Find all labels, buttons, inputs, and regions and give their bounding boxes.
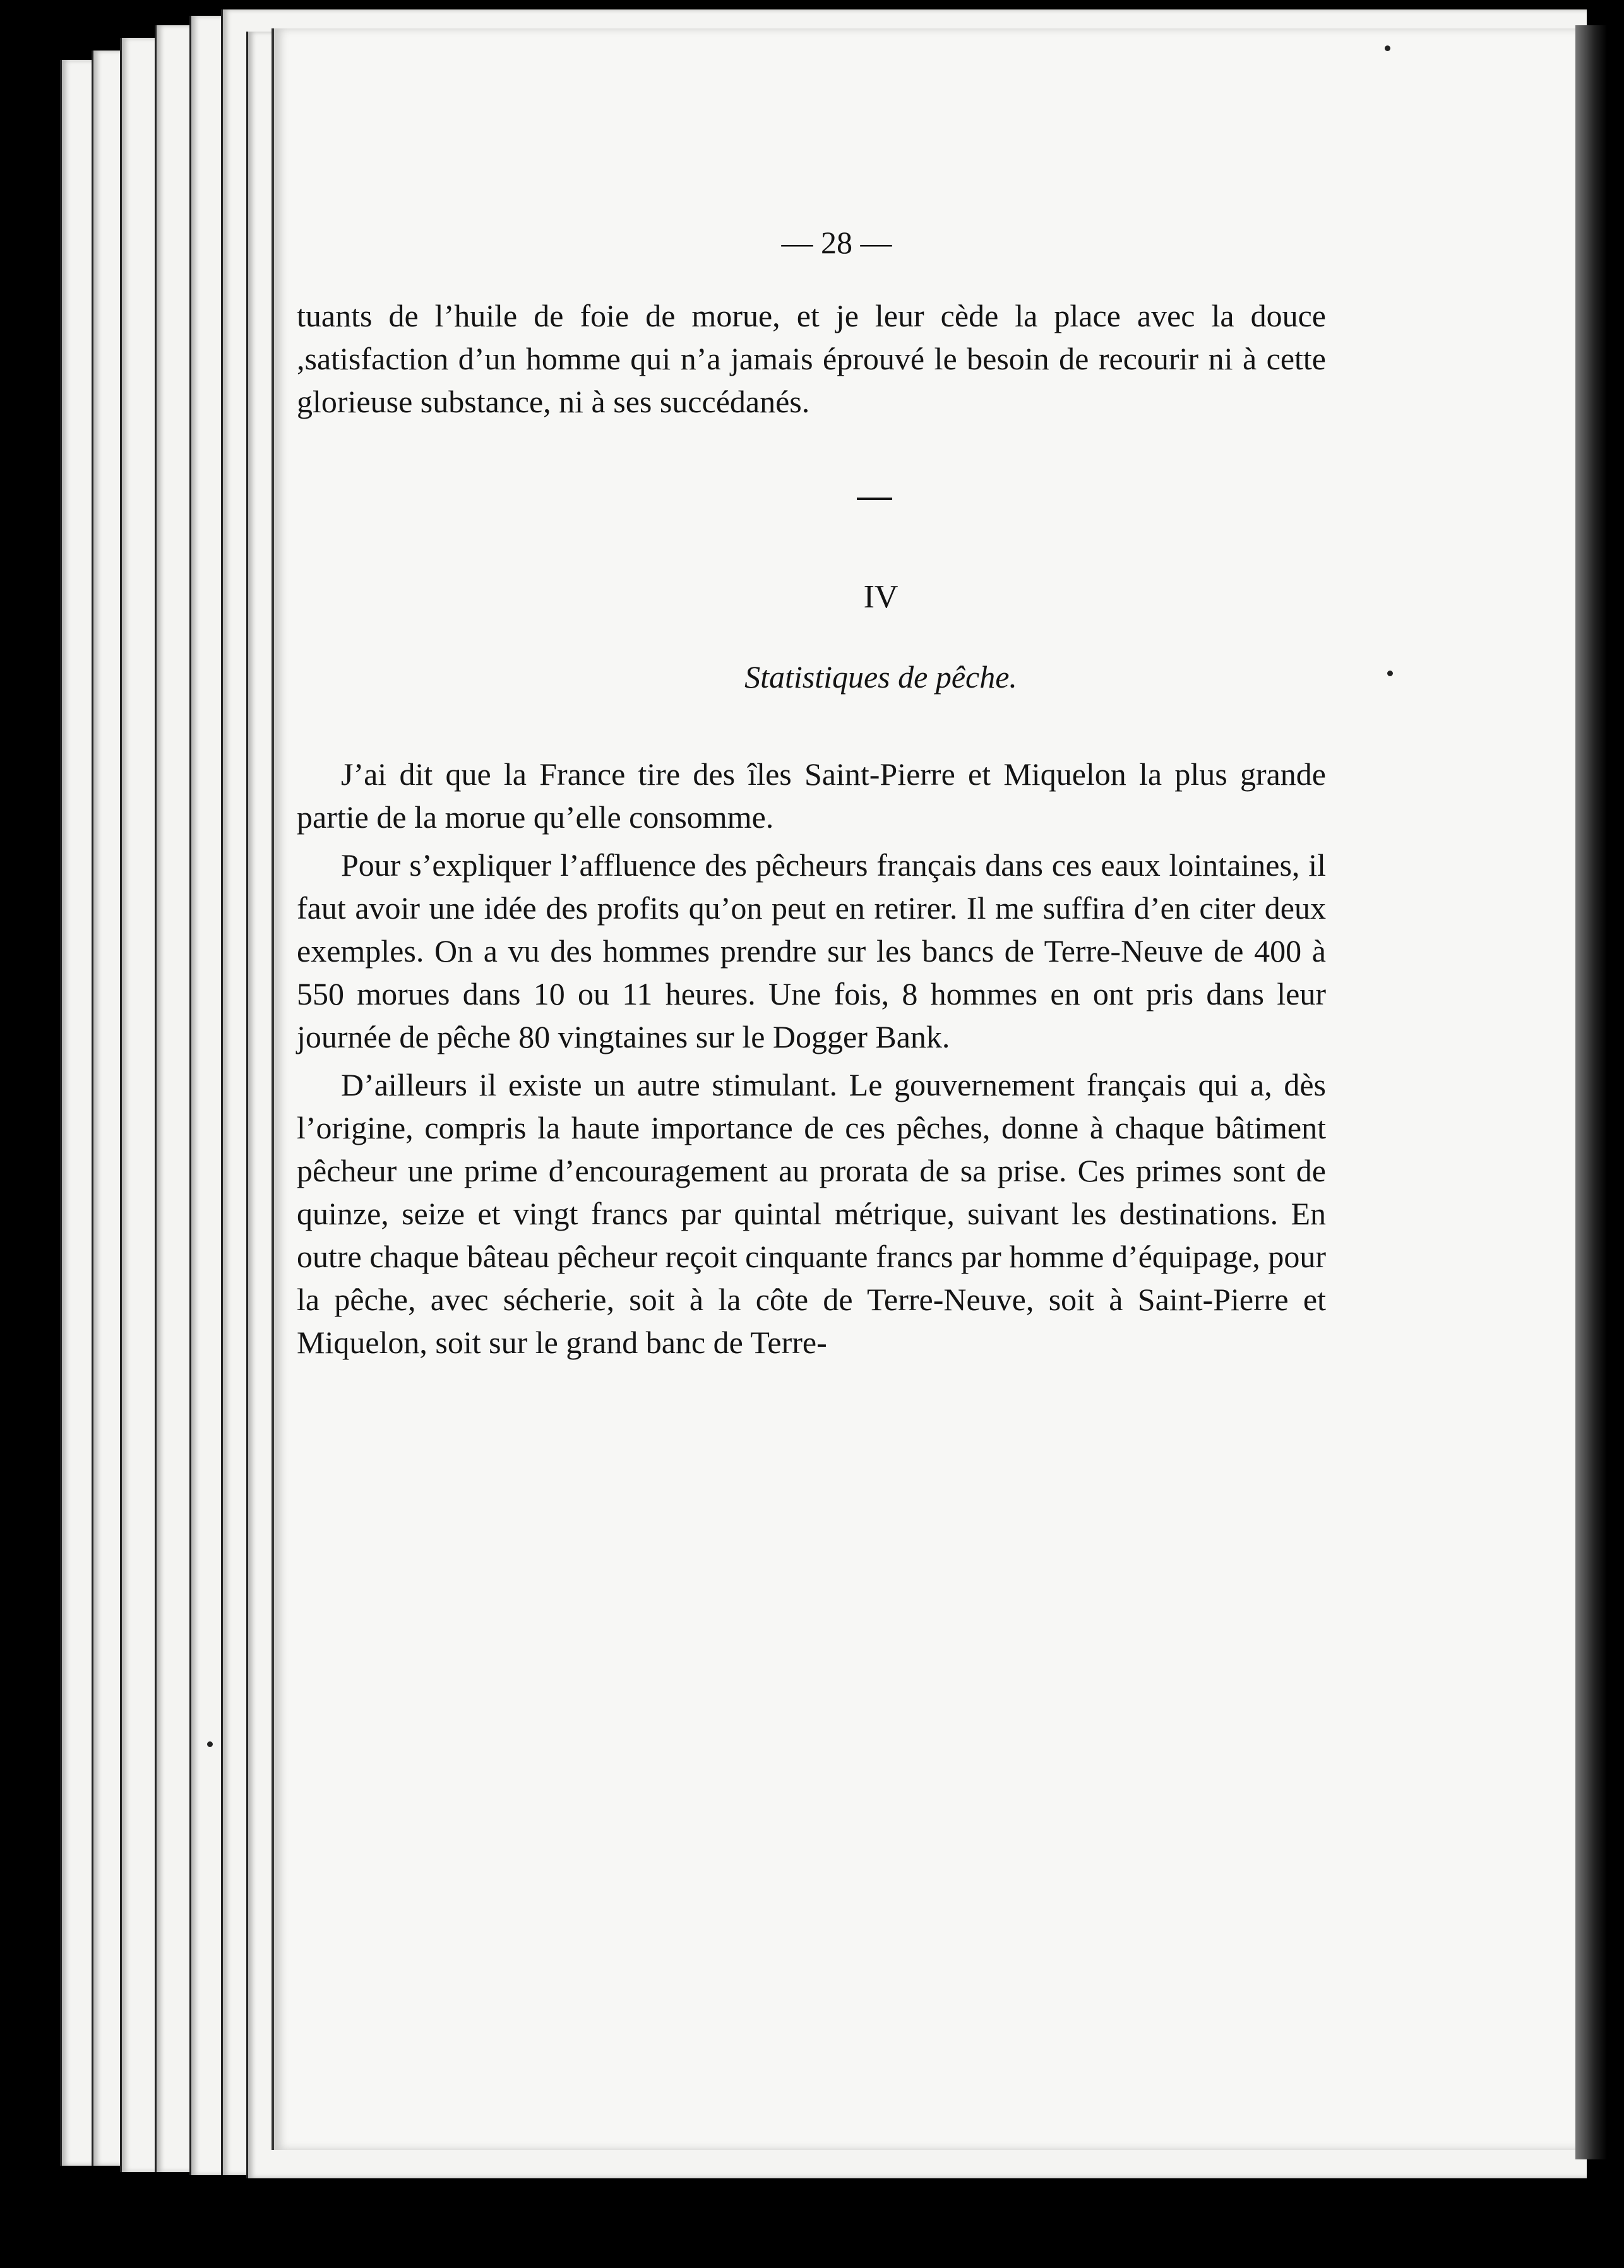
speck (207, 1741, 213, 1747)
section-separator (857, 498, 892, 500)
paragraph: D’ailleurs il existe un autre stimulant. Le gouvernement français qui a, dès l’origine, compris la haute importance de ces pêches, donne à chaque bâtiment pêcheur une prime d’encouragement au prorata de sa prise. Ces primes sont de quinze, seize et vingt francs par quintal métrique, suivant les destinations. En outre chaque bâteau pêcheur reçoit cinquante francs par homme d’équipage, pour la pêche, avec sécherie, soit à la côte de Terre-Neuve, soit à Saint-Pierre et Miquelon, soit sur le grand banc de Terre- (297, 1067, 1326, 1360)
paragraph: Pour s’expliquer l’affluence des pêcheurs français dans ces eaux lointaines, il faut avoir une idée des profits qu’on peut en retirer. Il me suffira d’en citer deux exemples. On a vu des hommes prendre sur les bancs de Terre-Neuve de 400 à 550 morues dans 10 ou 11 heures. Une fois, 8 hommes en ont pris dans leur journée de pêche 80 vingtaines sur le Dogger Bank. (297, 847, 1326, 1054)
page-text (297, 221, 1326, 1369)
speck (1385, 45, 1390, 51)
section-number: IV (863, 579, 899, 615)
section-title: Statistiques de pêche. (744, 659, 1017, 695)
paragraph: J’ai dit que la France tire des îles Saint-Pierre et Miquelon la plus grande partie de la morue qu’elle consomme. (297, 756, 1326, 835)
paragraph-continuation: tuants de l’huile de foie de morue, et je leur cède la place avec la douce ,satisfaction d’un homme qui n’a jamais éprouvé le besoin de recourir ni à cette glorieuse substance, ni à ses succédanés. (297, 298, 1326, 419)
page-shadow (1575, 25, 1607, 2159)
page-number: — 28 — (781, 225, 892, 260)
